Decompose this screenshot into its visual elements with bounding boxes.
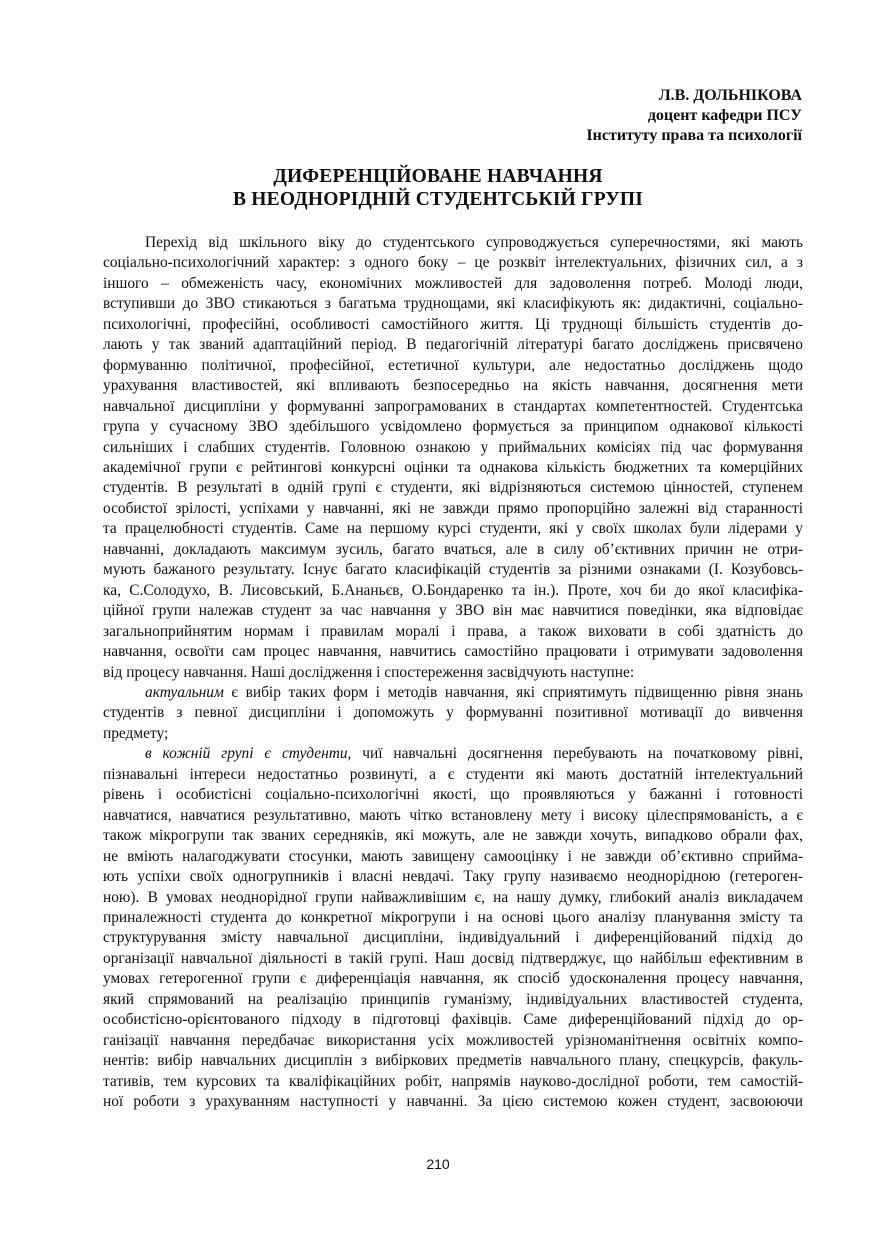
text-line: не вміють налагоджувати стосунки, мають завищену самооцінку і не завжди об’єктивно сприйма- xyxy=(103,847,803,865)
text-line: особистої зрілості, успіхами у навчанні, які не завжди прямо пропорційно залежні від старанності xyxy=(103,499,803,517)
text-line: ють успіхи своїх одногрупників і власні невдачі. Таку групу називаємо неоднорідною (гетероген- xyxy=(103,868,803,886)
text-line: ційної групи належав студент за час навчання у ЗВО він має навчитися поведінки, яка відповідає xyxy=(103,602,803,620)
text-line xyxy=(103,744,803,764)
text-line: Перехід від шкільного віку до студентського супроводжується суперечностями, які мають xyxy=(145,234,803,251)
text-line: також мікрогрупи так званих середняків, які можуть, але не завжди хочуть, випадково обрали фах, xyxy=(103,827,803,845)
author-institution: Інституту права та психології xyxy=(586,127,802,144)
title-line-1: ДИФЕРЕНЦІЙОВАНЕ НАВЧАННЯ xyxy=(273,166,603,187)
article-title xyxy=(0,165,876,211)
text-line: студентів з певної дисципліни і допоможуть у формуванні позитивної мотивації до вивчення xyxy=(103,704,803,722)
author-name: Л.В. ДОЛЬНІКОВА xyxy=(658,87,802,104)
text-line: рівень і особистісні соціально-психологічні якості, що проявляються у бажанні і готовності xyxy=(103,786,803,804)
text-run: є вибір таких форм і методів навчання, які сприятимуть підвищенню рівня знань xyxy=(223,683,803,701)
text-line: особистісно-орієнтованого підходу в підготовці фахівців. Саме диференційований підхід до ор- xyxy=(103,1011,803,1029)
text-line xyxy=(103,683,803,703)
text-line: структурування змісту навчальної дисципліни, індивідуальний і диференційований підхід до xyxy=(103,929,803,947)
text-line: загальноприйнятим нормам і правилам моралі і права, а також виховати в собі здатність до xyxy=(103,622,803,640)
text-line: навчання, освоїти сам процес навчання, навчитись самостійно працювати і отримувати задоволення xyxy=(103,643,803,661)
italic-term: в кожній групі є студенти xyxy=(145,745,348,763)
text-line: пізнавальні інтереси недостатньо розвинуті, а є студенти які мають достатній інтелектуальний xyxy=(103,765,803,783)
text-line: лають у так званий адаптаційний період. В педагогічній літературі багато досліджень присвячено xyxy=(103,336,803,354)
italic-term: актуальним xyxy=(145,683,224,701)
text-line: вступивши до ЗВО стикаються з багатьма труднощами, які класифікують як: дидактичні, соціально- xyxy=(103,295,803,313)
paragraph-3 xyxy=(103,744,803,1112)
text-line: приналежності студента до конкретної мікрогрупи і на основі цього аналізу планування змісту та xyxy=(103,908,803,926)
text-line: мують бажаного результату. Існує багато класифікацій студентів за різними ознаками (І. Козубовсь- xyxy=(103,561,803,579)
text-line: іншого – обмеженість часу, економічних можливостей для задоволення потреб. Молоді люди, xyxy=(103,274,803,292)
text-line: формуванню політичної, професійної, естетичної культури, але недостатньо досліджень щодо xyxy=(103,356,803,374)
article-body xyxy=(103,233,803,1112)
text-line: урахування властивостей, які впливають безпосередньо на якість навчання, досягнення мети xyxy=(103,377,803,395)
text-line: ної роботи з урахуванням наступності у навчанні. За цією системою кожен студент, засвоюючи xyxy=(103,1093,803,1111)
page-number: 210 xyxy=(426,1156,450,1172)
author-position: доцент кафедри ПСУ xyxy=(647,107,802,124)
author-block xyxy=(586,86,802,146)
text-line: студентів. В результаті в одній групі є студенти, які відрізняються системою цінностей, ступенем xyxy=(103,479,803,497)
text-line: та працелюбності студентів. Саме на першому курсі студенти, які у своїх школах були лідерами у xyxy=(103,520,803,538)
text-line: академічної групи є рейтингові конкурсні оцінки та однакова кількість бюджетних та комерційних xyxy=(103,458,803,476)
text-line: навчатися, навчатися результативно, мають чітко встановлену мету і високу цілеспрямованість, а є xyxy=(103,806,803,824)
text-line: організації навчальної діяльності в такій групі. Наш досвід підтверджує, що найбільш ефективним в xyxy=(103,949,803,967)
text-line: соціально-психологічний характер: з одного боку – це розквіт інтелектуальних, фізичних сил, а з xyxy=(103,254,803,272)
text-line: від процесу навчання. Наші дослідження і спостереження засвідчують наступне: xyxy=(103,663,635,681)
text-run: , чиї навчальні досягнення перебувають на початковому рівні, xyxy=(347,745,803,763)
text-line: ка, С.Солодухо, В. Лисовський, Б.Ананьєв, О.Бондаренко та ін.). Проте, хоч би до якої класифіка- xyxy=(103,581,803,599)
title-line-2: В НЕОДНОРІДНІЙ СТУДЕНТСЬКІЙ ГРУПІ xyxy=(233,189,643,210)
text-line: навчанні, докладають максимум зусиль, багато вчаться, але в силу об’єктивних причин не отри- xyxy=(103,540,803,558)
text-line: сильніших і слабших студентів. Головною ознакою у приймальних комісіях під час формування xyxy=(103,438,803,456)
text-line: навчальної дисципліни у формуванні запрограмованих в стандартах компетентностей. Студентська xyxy=(103,397,803,415)
text-line: нентів: вибір навчальних дисциплін з вибіркових предметів навчального плану, спецкурсів, факуль- xyxy=(103,1052,803,1070)
text-line: умовах гетерогенної групи є диференціація навчання, як спосіб удосконалення процесу навчання, xyxy=(103,970,803,988)
paragraph-2 xyxy=(103,683,803,744)
text-line: який спрямований на реалізацію принципів гуманізму, індивідуальних властивостей студента, xyxy=(103,990,803,1008)
text-line: група у сучасному ЗВО здебільшого усвідомлено формується за принципом однакової кількості xyxy=(103,418,803,436)
text-line: ганізації навчання передбачає використання усіх можливостей урізноманітнення освітніх компо- xyxy=(103,1031,803,1049)
text-line: психологічні, професійні, особливості самостійного життя. Ці труднощі більшість студентів до- xyxy=(103,315,803,333)
paragraph-1 xyxy=(103,233,803,683)
text-line: предмету; xyxy=(103,724,169,742)
text-line: тативів, тем курсових та кваліфікаційних робіт, напрямів науково-дослідної роботи, тем самостій- xyxy=(103,1072,803,1090)
text-line: ною). В умовах неоднорідної групи найважливішим є, на нашу думку, глибокий аналіз викладачем xyxy=(103,888,803,906)
